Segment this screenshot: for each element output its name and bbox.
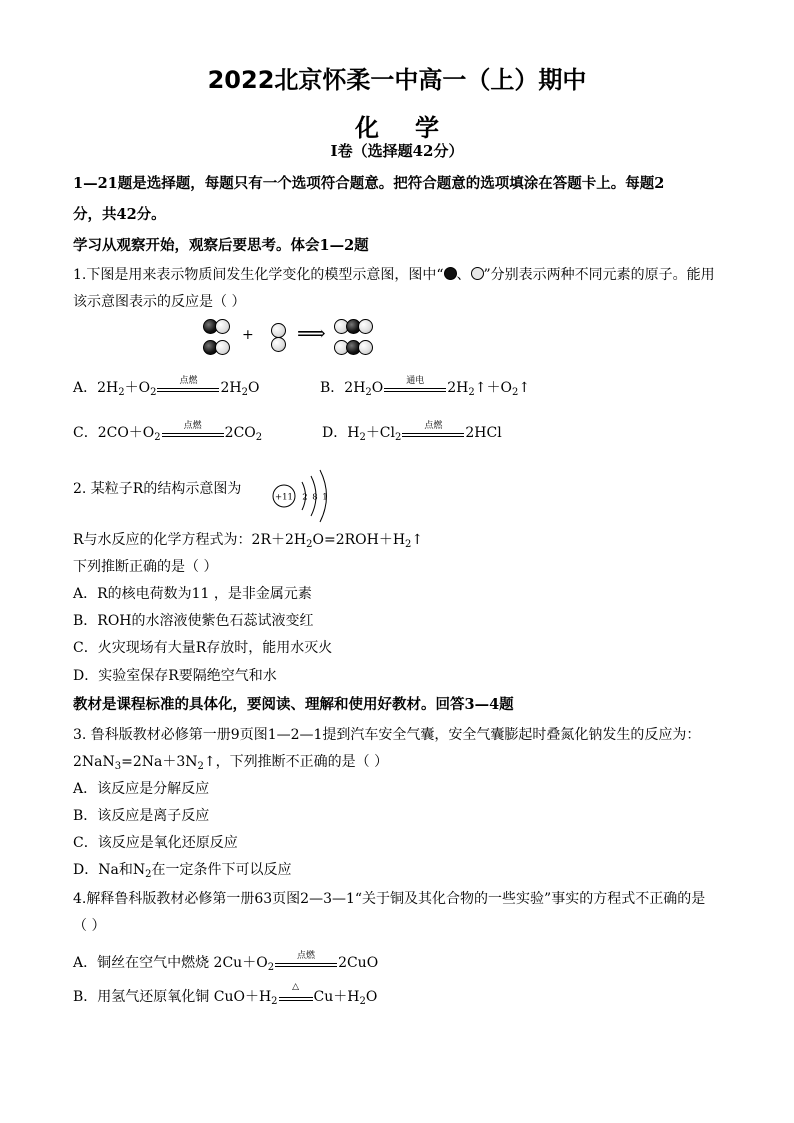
atom-structure-diagram <box>268 464 338 528</box>
molecule-3-light-atom-a <box>271 323 286 338</box>
condition-ignite: 点燃 <box>157 380 219 396</box>
shell-1-electrons: 2 <box>302 492 308 503</box>
condition-heat: △ <box>279 989 313 1005</box>
q2-equation: R与水反应的化学方程式为：$2R+2H_2O=2ROH+H_2↑$ <box>73 532 424 550</box>
group-heading-3-4: 教材是课程标准的具体化，要阅读、理解和使用好教材。回答3—4题 <box>73 696 514 713</box>
q3-option-b: B．该反应是离子反应 <box>73 808 210 824</box>
light-atom-icon <box>471 267 484 280</box>
condition-electrolysis: 通电 <box>384 380 446 396</box>
q1-reaction-diagram <box>200 318 380 358</box>
nucleus-charge: +11 <box>275 492 293 503</box>
q1-option-c: C．$2CO+O_2$ 点燃 $2CO_2$ <box>73 421 263 443</box>
q4-stem-line-2: （ ） <box>73 918 106 934</box>
reaction-arrow-icon: ⟹ <box>297 321 326 345</box>
q3-option-a: A．该反应是分解反应 <box>73 781 210 797</box>
q3-option-c: C．该反应是氧化还原反应 <box>73 835 238 851</box>
condition-ignite: 点燃 <box>162 425 224 441</box>
q2-option-a: A．R的核电荷数为11 ，是非金属元素 <box>73 586 312 602</box>
instructions-line-1: 1—21题是选择题，每题只有一个选项符合题意。把符合题意的选项填涂在答题卡上。每题2 <box>73 175 665 192</box>
q4-option-a: A．铜丝在空气中燃烧 $2Cu+O_2$ 点燃 2CuO <box>73 951 379 973</box>
subject-title: 化学 <box>355 113 475 142</box>
molecule-1-light-atom <box>215 319 230 334</box>
condition-ignite: 点燃 <box>402 425 464 441</box>
q2-question: 下列推断正确的是（ ） <box>73 559 218 575</box>
section-heading: Ⅰ卷（选择题42分） <box>330 142 464 160</box>
group-heading-1-2: 学习从观察开始，观察后要思考。体会1—2题 <box>73 237 369 254</box>
q1-option-a: A．$2H_2+O_2$ 点燃 $2H_2O$ <box>73 376 260 398</box>
q2-option-d: D．实验室保存R要隔绝空气和水 <box>73 668 277 684</box>
q2-stem: 2. 某粒子R的结构示意图为 <box>73 481 242 497</box>
q2-option-b: B．ROH的水溶液使紫色石蕊试液变红 <box>73 613 314 629</box>
molecule-3-light-atom-b <box>271 337 286 352</box>
q1-stem-text-a: 1.下图是用来表示物质间发生化学变化的模型示意图，图中“ <box>73 267 444 283</box>
plus-sign: + <box>242 327 254 343</box>
condition-ignite: 点燃 <box>275 955 337 971</box>
shell-3-electrons: 1 <box>322 492 328 503</box>
q1-stem-text-b: ”分别表示两种不同元素的原子。能用 <box>483 267 715 283</box>
q3-stem-line-2: $2NaN_3=2Na+3N_2↑$，下列推断不正确的是（ ） <box>73 754 389 772</box>
q3-stem-line-1: 3. 鲁科版教材必修第一册9页图1—2—1提到汽车安全气囊，安全气囊膨起时叠氮化钠发生的反应为： <box>73 727 701 743</box>
q1-stem-line-2: 该示意图表示的反应是（ ） <box>73 294 246 310</box>
molecule-2-light-atom <box>215 340 230 355</box>
dark-atom-icon <box>444 267 457 280</box>
q3-option-d: D．Na和$N_2$在一定条件下可以反应 <box>73 862 292 880</box>
shell-2-electrons: 8 <box>312 492 318 503</box>
q4-stem-line-1: 4.解释鲁科版教材必修第一册63页图2—3—1“关于铜及其化合物的一些实验”事实的方程式不正确的是 <box>73 891 706 907</box>
q1-option-b: B．$2H_2O$ 通电 $2H_2↑+O_2↑$ <box>320 376 531 398</box>
q4-option-b: B．用氢气还原氧化铜 $CuO+H_2$ △ $Cu+H_2O$ <box>73 982 378 1007</box>
q1-option-d: D．$H_2+Cl_2$ 点燃 2HCl <box>322 421 502 443</box>
page-title: 2022北京怀柔一中高一（上）期中 <box>207 66 587 94</box>
instructions-line-2: 分，共42分。 <box>73 206 166 223</box>
q2-option-c: C．火灾现场有大量R存放时，能用水灭火 <box>73 640 333 656</box>
q1-stem-sep: 、 <box>456 267 471 283</box>
product-2-light-right <box>358 340 373 355</box>
q1-stem <box>73 264 715 284</box>
product-1-light-right <box>358 319 373 334</box>
